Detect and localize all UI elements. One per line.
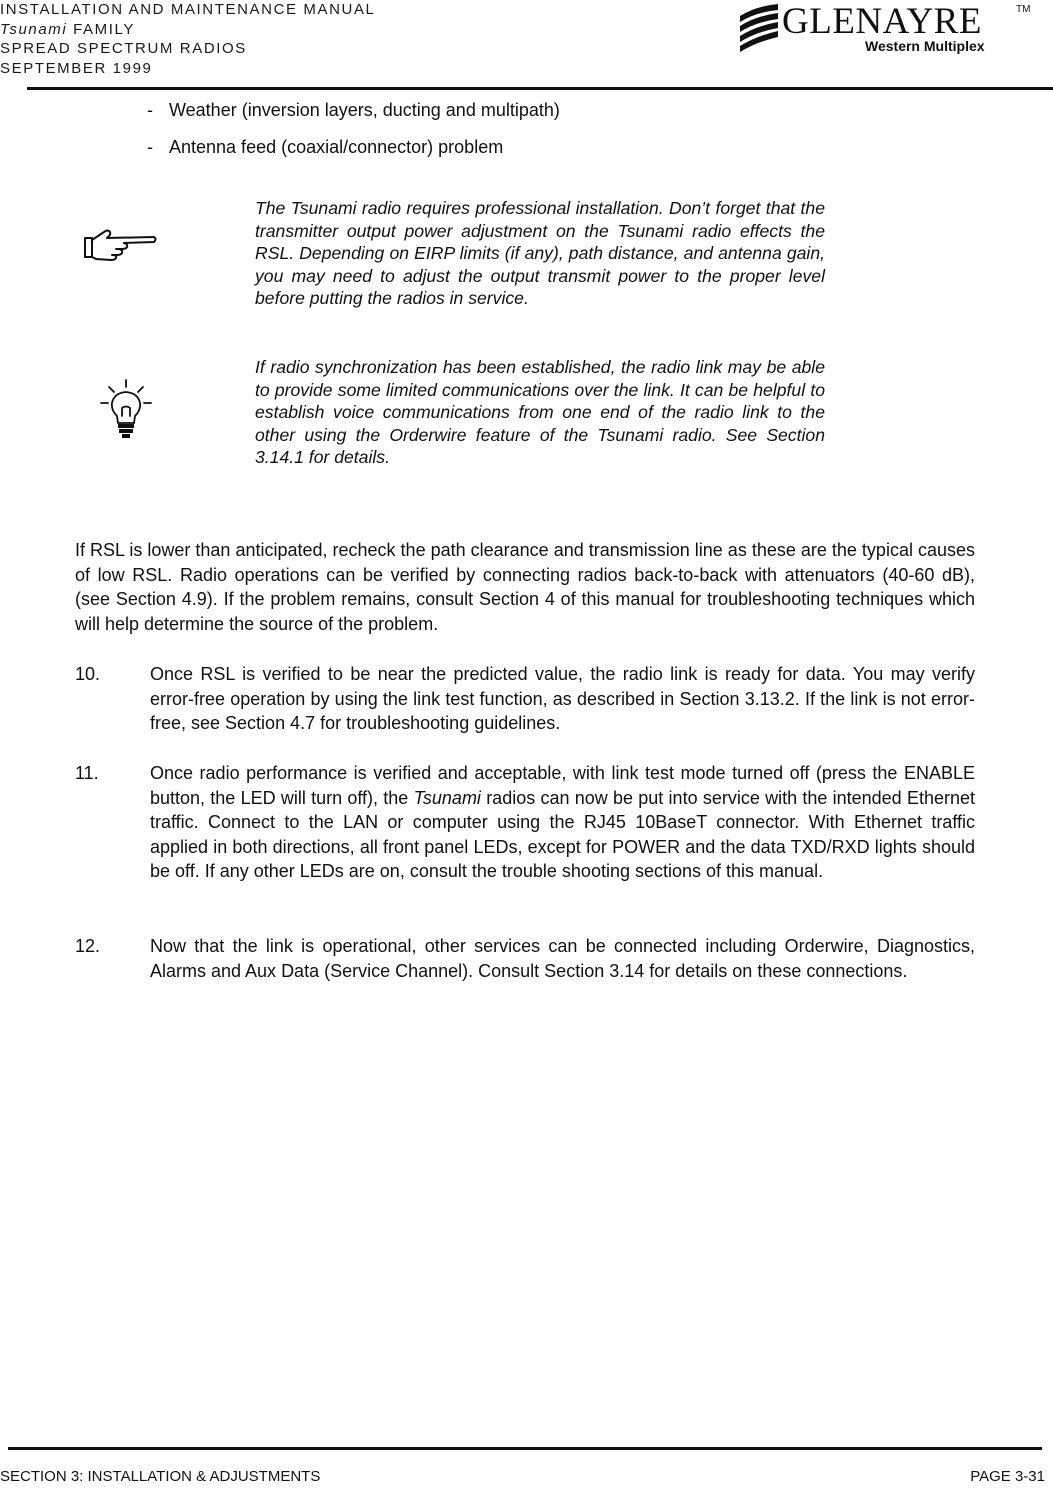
- synchronization-tip: If radio synchronization has been established, the radio link may be able to provide some limited communications over the link. It can be helpful to establish voice communications from one end of the radio link to the other using the Orderwire feature of the Tsunami radio. See Section 3.14.1 for details.: [255, 357, 825, 468]
- product-family-suffix: FAMILY: [67, 20, 135, 38]
- step-text: Now that the link is operational, other services can be connected including Orderwire, Diagnostics, Alarms and Aux Data (Service Channel). Consult Section 3.14 for details on these connections.: [150, 936, 975, 981]
- rsl-paragraph: If RSL is lower than anticipated, recheck the path clearance and transmission line as these are the typical causes of low RSL. Radio operations can be verified by connecting radios back-to-back with attenuators (40-60 dB), (see Section 4.9). If the problem remains, consult Section 4 of this manual for troubleshooting techniques which will help determine the source of the problem.: [75, 540, 975, 634]
- product-type: SPREAD SPECTRUM RADIOS: [0, 40, 247, 57]
- step-text: [150, 761, 975, 884]
- bullet-dash: -: [147, 137, 153, 157]
- product-name: Tsunami: [0, 20, 68, 38]
- footer-page-number: PAGE 3-31: [970, 1468, 1045, 1485]
- step-number: 11.: [75, 763, 99, 783]
- bullet-text: Weather (inversion layers, ducting and multipath): [169, 100, 560, 120]
- light-bulb-icon: [95, 378, 157, 440]
- bullet-dash: -: [147, 100, 153, 120]
- manual-title: INSTALLATION AND MAINTENANCE MANUAL: [0, 1, 376, 18]
- footer-section: SECTION 3: INSTALLATION & ADJUSTMENTS: [0, 1468, 321, 1485]
- logo-wave-icon: [736, 2, 780, 54]
- footer-rule: [8, 1447, 1042, 1450]
- logo-trademark: TM: [1016, 4, 1031, 15]
- bullet-text: Antenna feed (coaxial/connector) problem: [169, 137, 504, 157]
- publication-date: SEPTEMBER 1999: [0, 59, 153, 77]
- step-number: 12.: [75, 936, 101, 956]
- logo-name: GLENAYRE: [782, 1, 982, 42]
- logo-subtitle: Western Multiplex: [865, 38, 985, 54]
- step-text-product: Tsunami: [413, 787, 481, 808]
- step-number: 10.: [75, 664, 101, 684]
- header-rule: [27, 87, 1053, 90]
- page-header: [0, 0, 1053, 92]
- pointing-hand-icon: [82, 226, 158, 262]
- step-text-part: Once radio performance is verified and acceptable, with link test mode turned off (press the ENABLE button, the LED will turn off), the: [150, 763, 975, 808]
- professional-installation-note: The Tsunami radio requires professional installation. Don’t forget that the transmitter output power adjustment on the Tsunami radio effects the RSL. Depending on EIRP limits (if any), path distance, and antenna gain, you may need to adjust the output transmit power to the proper level before putting the radios in service.: [255, 198, 825, 309]
- step-text-part: radios can now be put into service with the intended Ethernet traffic. Connect to the LAN or computer using the RJ45 10BaseT connector. With Ethernet traffic applied in both directions, all front panel LEDs, except for POWER and the data TXD/RXD lights should be off. If any other LEDs are on, consult the trouble shooting sections of this manual.: [150, 787, 975, 882]
- company-logo: [736, 2, 1036, 60]
- step-text: Once RSL is verified to be near the predicted value, the radio link is ready for data. You may verify error-free operation by using the link test function, as described in Section 3.13.2. If the link is not error-free, see Section 4.7 for troubleshooting guidelines.: [150, 664, 975, 734]
- manual-title-block: [0, 0, 376, 78]
- bullet-item-weather: [147, 99, 560, 121]
- product-family: [0, 20, 376, 40]
- bullet-item-antenna: [147, 136, 503, 158]
